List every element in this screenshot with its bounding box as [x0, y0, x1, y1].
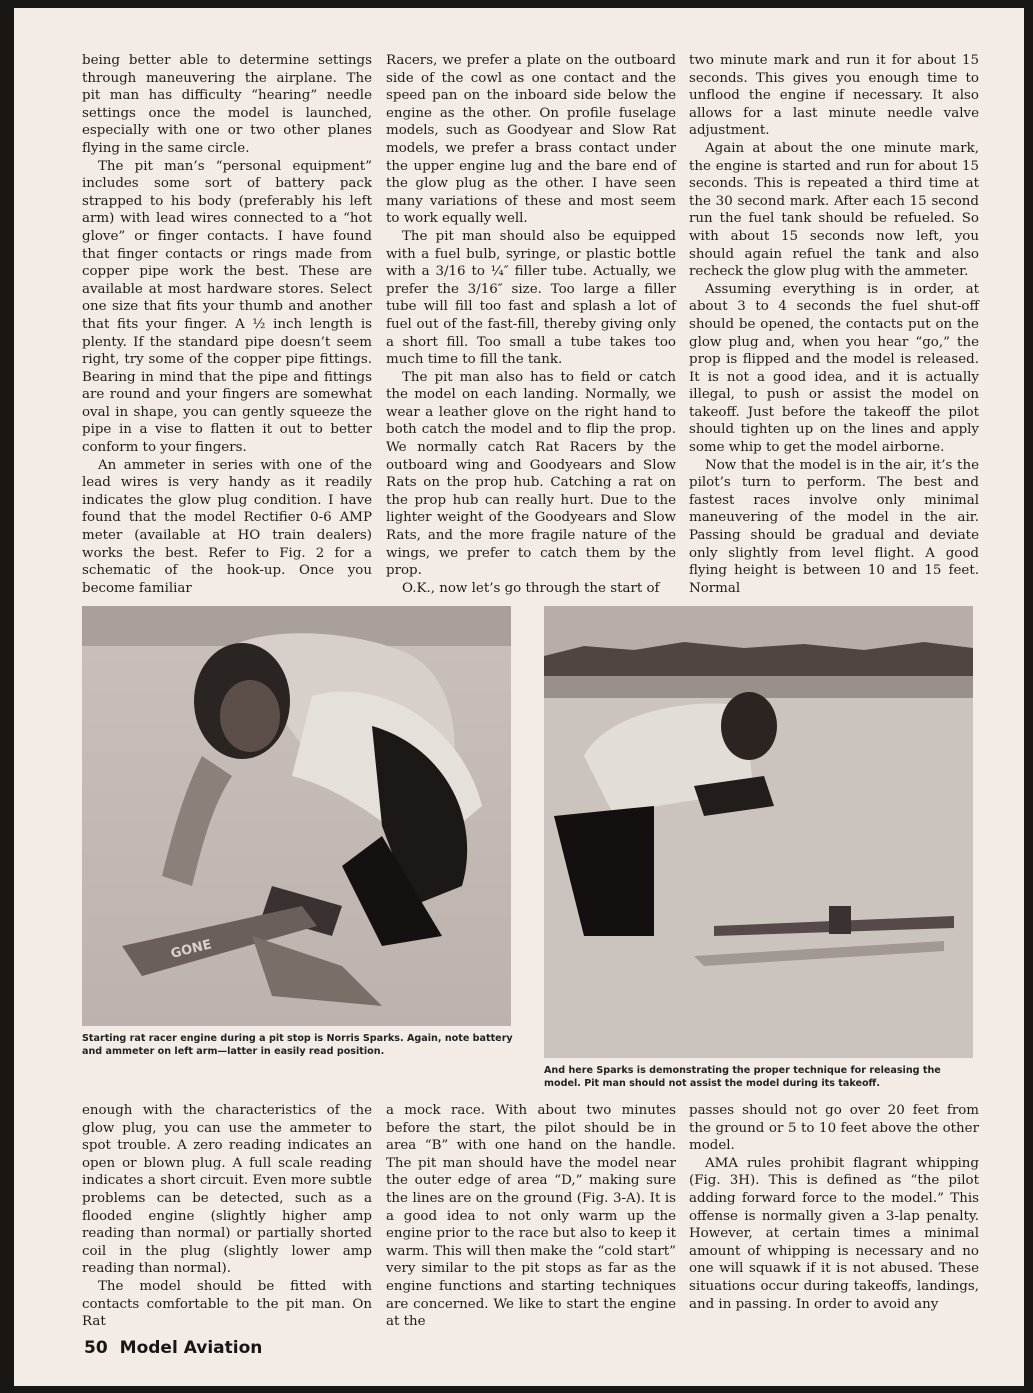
paragraph: AMA rules prohibit flagrant whipping (Fig. 3H). This is defined as “the pilot adding forward force to the model.” This offense is normally given a 3-lap penalty. However, at certain times a minimal amount of whipping is necessary and no one will squawk if it is not abused. These situations occur during takeoffs, landings, and in passing. In order to avoid any — [689, 1155, 979, 1312]
bottom-column-1 — [82, 1102, 372, 1331]
paragraph: enough with the characteristics of the glow plug, you can use the ammeter to spot trouble. A zero reading indicates an open or blown plug. A full scale reading indicates a short circuit. Even more subtle problems can be detected, such as a flooded engine (slightly higher amp reading than normal) or partially shorted coil in the plug (slightly lower amp reading than normal). — [82, 1103, 372, 1277]
paragraph: The pit man’s “personal equipment” includes some sort of battery pack strapped to his body (preferably his left arm) with lead wires connected to a “hot glove” or finger contacts. I have found that finger contacts or rings made from copper pipe work the best. These are available at most hardware stores. Select one size that fits your thumb and another that fits your finger. A ½ inch length is plenty. If the standard pipe doesn’t seem right, try some of the copper pipe fittings. Bearing in mind that the pipe and fittings are round and your fingers are somewhat oval in shape, you can gently squeeze the pipe in a vise to flatten it out to better conform to your fingers. — [82, 158, 372, 456]
paragraph: two minute mark and run it for about 15 seconds. This gives you enough time to unflood the engine if necessary. It also allows for a last minute needle valve adjustment. — [689, 53, 979, 139]
paragraph: Assuming everything is in order, at about 3 to 4 seconds the fuel shut-off should be opened, the contacts put on the glow plug and, when you hear “go,” the prop is flipped and the model is released. It is not a good idea, and it is actually illegal, to push or assist the model on takeoff. Just before the takeoff the pilot should tighten up on the lines and apply some whip to get the model airborne. — [689, 281, 979, 456]
right-photo-caption: And here Sparks is demonstrating the proper technique for releasing the model. Pit man should not assist the model during its takeoff. — [544, 1065, 941, 1089]
paragraph: passes should not go over 20 feet from the ground or 5 to 10 feet above the other model. — [689, 1103, 979, 1154]
paragraph: Again at about the one minute mark, the engine is started and run for about 15 seconds. This is repeated a third time at the 30 second mark. After each 15 second run the fuel tank should be refueled. So with about 15 seconds now left, you should again refuel the tank and also recheck the glow plug with the ammeter. — [689, 140, 979, 280]
paragraph: Racers, we prefer a plate on the outboard side of the cowl as one contact and the speed pan on the inboard side below the engine as the other. On profile fuselage models, such as Goodyear and Slow Rat models, we prefer a brass contact under the upper engine lug and the bare end of the glow plug as the other. I have seen many variations of these and most seem to work equally well. — [386, 53, 676, 227]
paragraph: a mock race. With about two minutes before the start, the pilot should be in area “B” with one hand on the handle. The pit man should have the model near the outer edge of area “D,” making sure the lines are on the ground (Fig. 3-A). It is a good idea to not only warm up the engine prior to the race but also to keep it warm. This will then make the “cold start” very similar to the pit stops as far as the engine functions and starting techniques are concerned. We like to start the engine at the — [386, 1103, 676, 1330]
paragraph: Now that the model is in the air, it’s the pilot’s turn to perform. The best and fastest races involve only minimal maneuvering of the model in the air. Passing should be gradual and deviate only slightly from level flight. A good flying height is between 10 and 15 feet. Normal — [689, 457, 979, 596]
paragraph: O.K., now let’s go through the start of — [402, 580, 660, 596]
magazine-name: Model Aviation — [119, 1338, 263, 1358]
paragraph: The model should be fitted with contacts comfortable to the pit man. On Rat — [82, 1278, 372, 1330]
photo-release-technique — [544, 606, 973, 1058]
wing-lettering: GONE — [169, 937, 214, 962]
pit-stop-photo-illustration — [82, 606, 511, 1026]
photo-pit-stop-start — [82, 606, 511, 1026]
page-footer — [84, 1338, 274, 1358]
paragraph: The pit man should also be equipped with a fuel bulb, syringe, or plastic bottle with a 3/16 to ¼″ filler tube. Actually, we prefer the 3/16″ size. Too large a filler tube will fill too fast and splash a lot of fuel out of the fast-fill, thereby giving only a short fill. Too small a tube takes too much time to fill the tank. — [386, 228, 676, 368]
top-column-3 — [689, 52, 979, 597]
page-number: 50 — [84, 1338, 108, 1358]
bottom-column-3 — [689, 1102, 979, 1313]
paragraph: An ammeter in series with one of the lead wires is very handy as it readily indicates the glow plug condition. I have found that the model Rectifier 0-6 AMP meter (available at HO train dealers) works the best. Refer to Fig. 2 for a schematic of the hook-up. Once you become familiar — [82, 457, 372, 596]
top-column-2 — [386, 52, 676, 597]
paragraph: The pit man also has to field or catch the model on each landing. Normally, we wear a leather glove on the right hand to both catch the model and to flip the prop. We normally catch Rat Racers by the outboard wing and Goodyears and Slow Rats on the prop hub. Catching a rat on the prop hub can really hurt. Due to the lighter weight of the Goodyears and Slow Rats, and the more fragile nature of the wings, we prefer to catch them by the prop. — [386, 369, 676, 579]
magazine-page — [14, 8, 1024, 1386]
release-photo-illustration — [544, 606, 973, 1058]
bottom-column-2 — [386, 1102, 676, 1331]
left-photo-caption: Starting rat racer engine during a pit stop is Norris Sparks. Again, note battery and ammeter on left arm—latter in easily read position. — [82, 1033, 513, 1057]
top-column-1 — [82, 52, 372, 597]
paragraph: being better able to determine settings through maneuvering the airplane. The pit man has difficulty “hearing” needle settings once the model is launched, especially with one or two other planes flying in the same circle. — [82, 53, 372, 156]
